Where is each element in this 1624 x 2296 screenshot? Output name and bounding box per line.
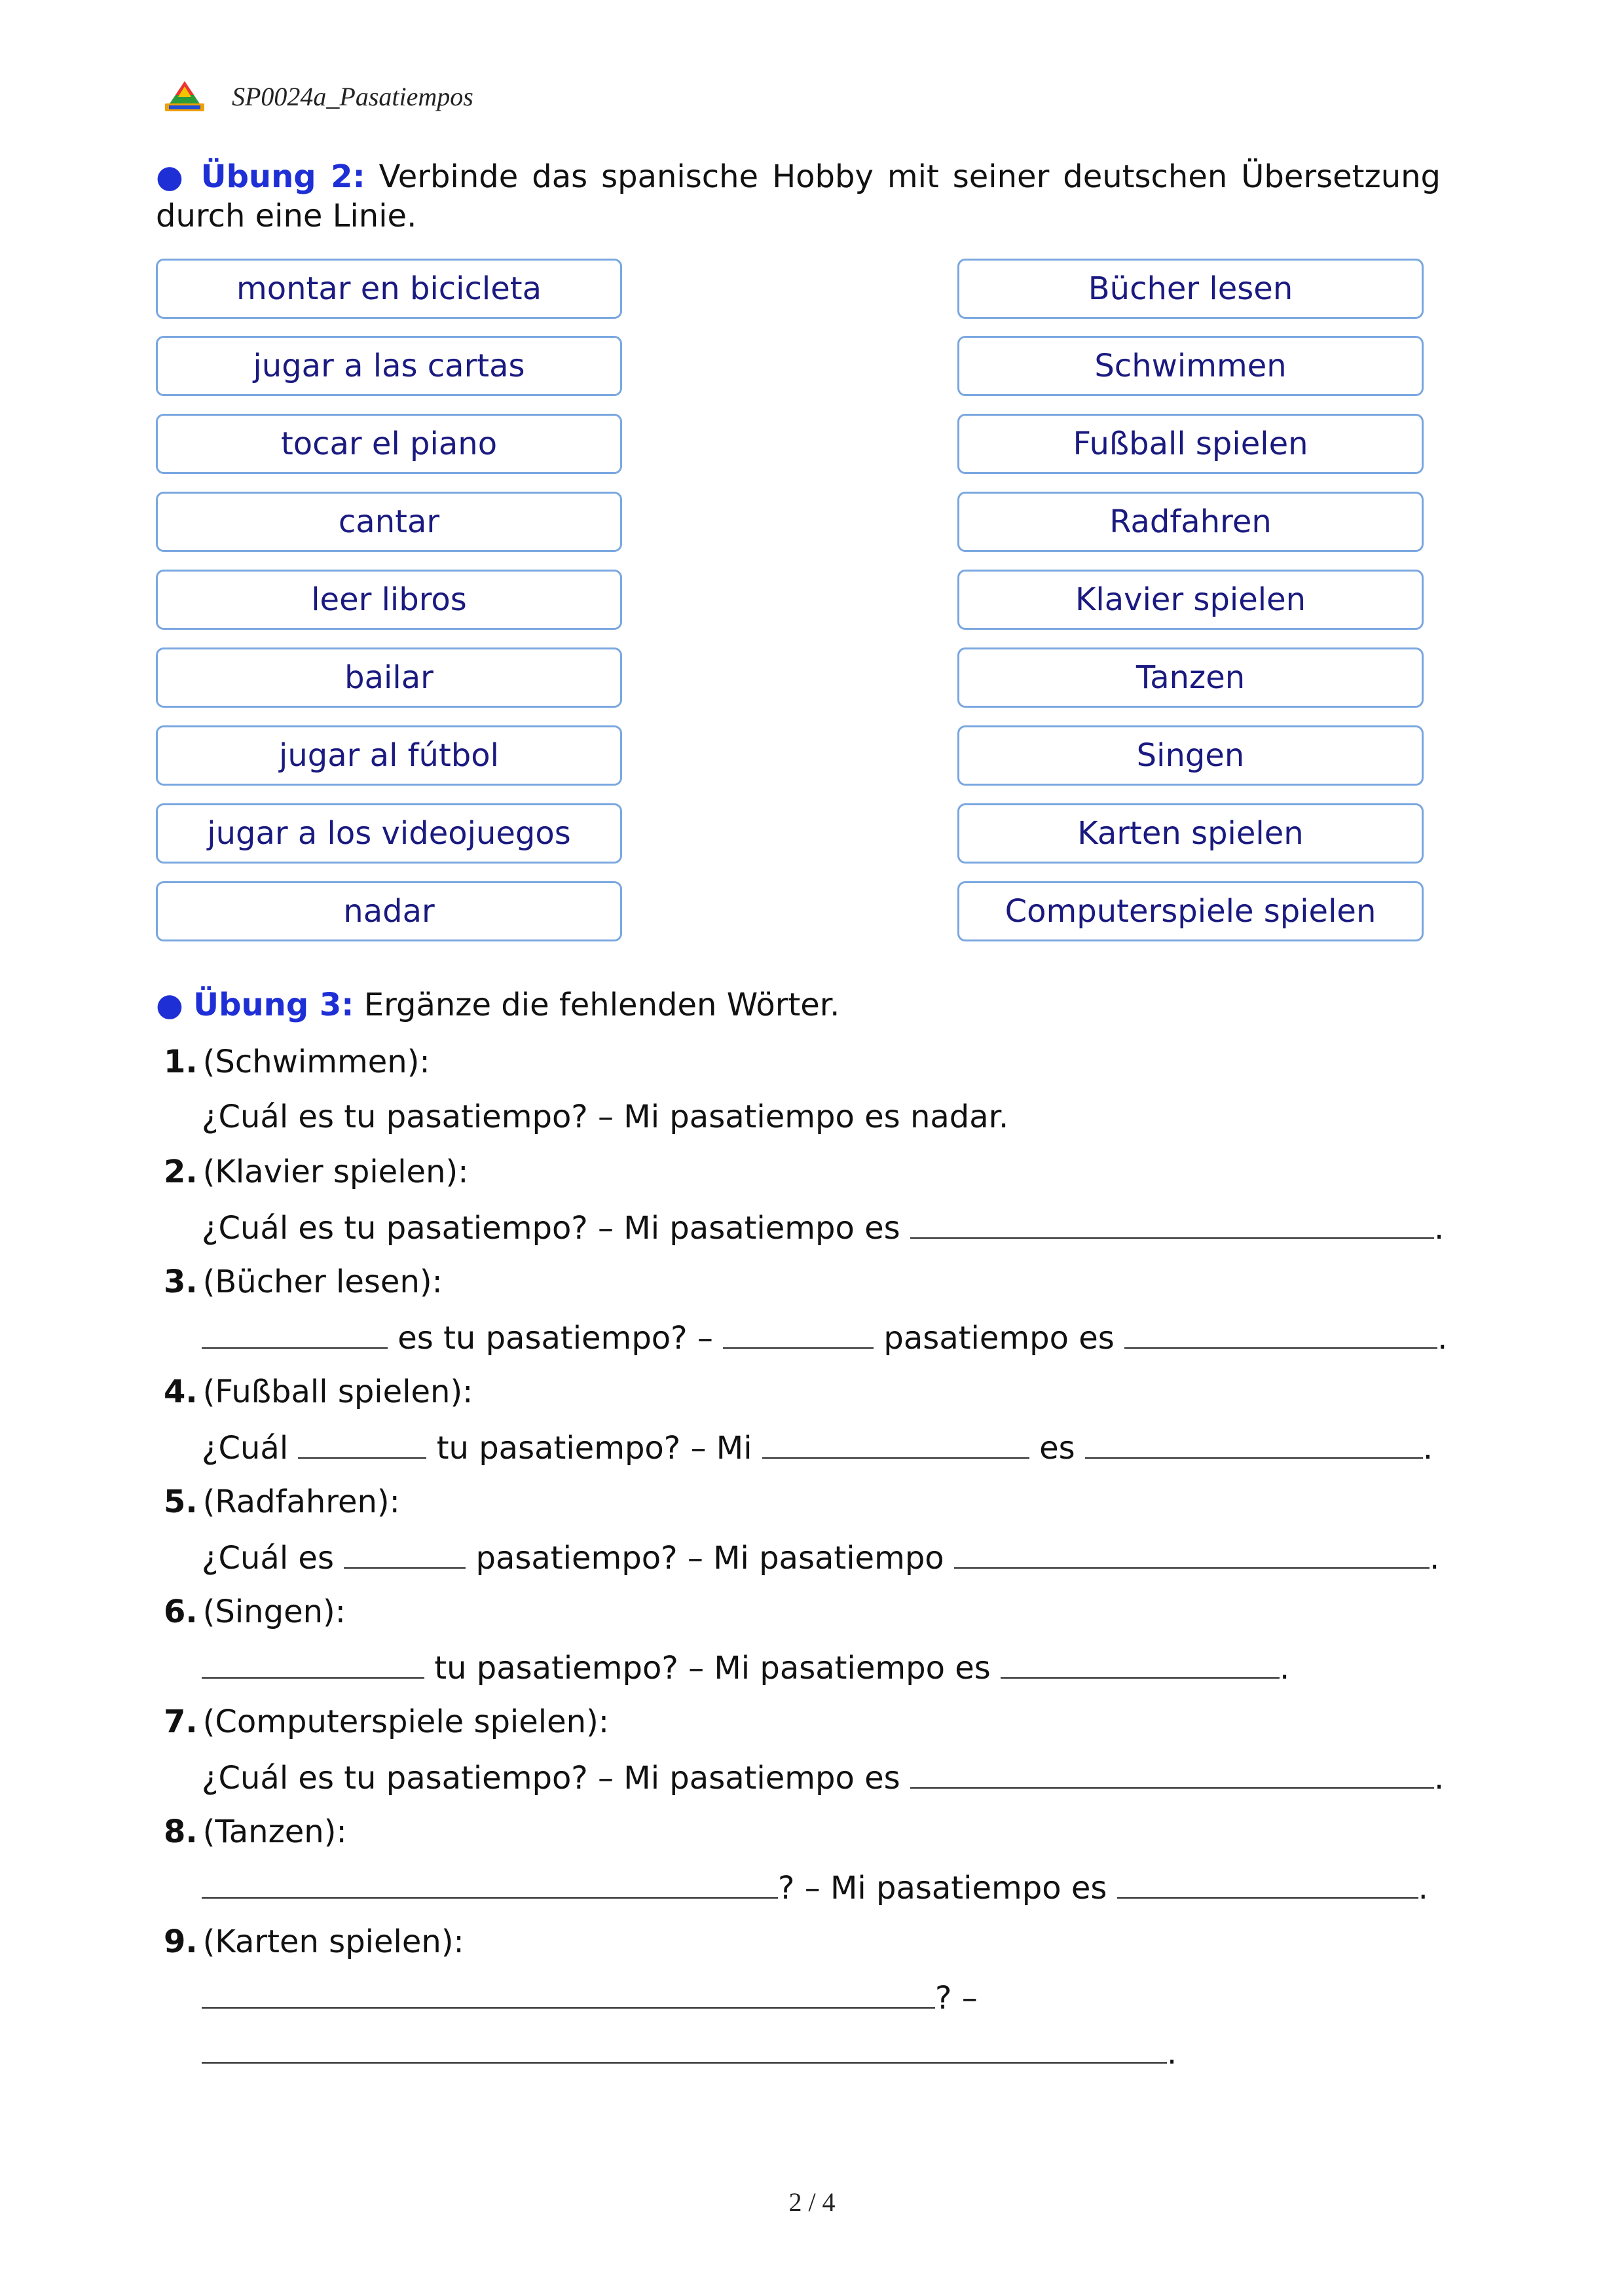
answer-blank[interactable] bbox=[298, 1419, 426, 1459]
answer-blank[interactable] bbox=[910, 1199, 1434, 1239]
answer-blank[interactable] bbox=[910, 1749, 1434, 1789]
item-sentence: ? – bbox=[164, 1969, 1421, 2024]
item-hint: 8. (Tanzen): bbox=[164, 1813, 347, 1850]
bullet-icon: ● bbox=[156, 987, 183, 1023]
german-hobby-box[interactable]: Tanzen bbox=[957, 647, 1424, 708]
answer-blank[interactable] bbox=[1124, 1309, 1437, 1349]
spanish-hobby-box[interactable]: jugar al fútbol bbox=[156, 725, 622, 786]
spanish-hobby-box[interactable]: montar en bicicleta bbox=[156, 259, 622, 319]
answer-blank[interactable] bbox=[344, 1529, 466, 1569]
answer-blank[interactable] bbox=[202, 1859, 778, 1899]
spanish-hobby-box[interactable]: leer libros bbox=[156, 570, 622, 630]
exercise-3-instruction: Ergänze die fehlenden Wörter. bbox=[363, 987, 840, 1023]
exercise-3-items bbox=[164, 1034, 1448, 2079]
exercise-2-label: Übung 2: bbox=[200, 158, 365, 195]
item-hint: 3. (Bücher lesen): bbox=[164, 1264, 443, 1300]
spanish-hobby-box[interactable]: cantar bbox=[156, 492, 622, 552]
answer-blank[interactable] bbox=[723, 1309, 874, 1349]
item-hint: 4. (Fußball spielen): bbox=[164, 1374, 473, 1410]
item-sentence: ¿Cuál es pasatiempo? – Mi pasatiempo . bbox=[164, 1529, 1421, 1584]
item-hint: 6. (Singen): bbox=[164, 1594, 346, 1630]
exercise-2-heading bbox=[156, 157, 1441, 236]
item-hint: 7. (Computerspiele spielen): bbox=[164, 1704, 609, 1740]
german-hobby-box[interactable]: Bücher lesen bbox=[957, 259, 1424, 319]
exercise-3-label: Übung 3: bbox=[193, 987, 354, 1023]
page-header bbox=[164, 73, 473, 119]
german-hobby-box[interactable]: Karten spielen bbox=[957, 803, 1424, 864]
item-hint: 5. (Radfahren): bbox=[164, 1484, 400, 1520]
item-sentence: ¿Cuál es tu pasatiempo? – Mi pasatiempo es nadar. bbox=[202, 1099, 1009, 1135]
page-number: 2 / 4 bbox=[788, 2187, 836, 2217]
exercise-2-instruction: Verbinde das spanische Hobby mit seiner deutschen Übersetzung durch eine Linie. bbox=[156, 158, 1441, 234]
exercise-3-heading bbox=[156, 985, 840, 1025]
item-hint: 2. (Klavier spielen): bbox=[164, 1154, 469, 1190]
item-sentence: ¿Cuál es tu pasatiempo? – Mi pasatiempo es . bbox=[164, 1199, 1421, 1254]
item-sentence: es tu pasatiempo? – pasatiempo es . bbox=[164, 1309, 1421, 1364]
spanish-hobby-box[interactable]: tocar el piano bbox=[156, 414, 622, 474]
german-hobby-box[interactable]: Singen bbox=[957, 725, 1424, 786]
answer-blank[interactable] bbox=[202, 1639, 424, 1679]
item-sentence: ¿Cuál tu pasatiempo? – Mi es . bbox=[164, 1419, 1421, 1474]
document-code: SP0024a_Pasatiempos bbox=[232, 81, 473, 111]
answer-blank[interactable] bbox=[762, 1419, 1029, 1459]
bullet-icon: ● bbox=[156, 158, 187, 195]
item-sentence: tu pasatiempo? – Mi pasatiempo es . bbox=[164, 1639, 1421, 1694]
spanish-hobby-box[interactable]: jugar a los videojuegos bbox=[156, 803, 622, 864]
german-hobby-box[interactable]: Fußball spielen bbox=[957, 414, 1424, 474]
spanish-hobby-box[interactable]: bailar bbox=[156, 647, 622, 708]
item-sentence: . bbox=[164, 2024, 1421, 2079]
logo-icon bbox=[164, 80, 206, 113]
german-hobby-box[interactable]: Radfahren bbox=[957, 492, 1424, 552]
german-hobby-box[interactable]: Klavier spielen bbox=[957, 570, 1424, 630]
german-hobby-box[interactable]: Schwimmen bbox=[957, 336, 1424, 396]
answer-blank[interactable] bbox=[202, 1309, 388, 1349]
item-hint: 1. (Schwimmen): bbox=[164, 1044, 430, 1080]
answer-blank[interactable] bbox=[202, 2024, 1167, 2064]
item-sentence: ¿Cuál es tu pasatiempo? – Mi pasatiempo es . bbox=[164, 1749, 1421, 1804]
answer-blank[interactable] bbox=[1001, 1639, 1280, 1679]
answer-blank[interactable] bbox=[1117, 1859, 1418, 1899]
spanish-hobby-box[interactable]: nadar bbox=[156, 881, 622, 941]
answer-blank[interactable] bbox=[202, 1969, 935, 2009]
item-hint: 9. (Karten spielen): bbox=[164, 1923, 464, 1960]
german-hobby-box[interactable]: Computerspiele spielen bbox=[957, 881, 1424, 941]
answer-blank[interactable] bbox=[954, 1529, 1430, 1569]
spanish-hobby-box[interactable]: jugar a las cartas bbox=[156, 336, 622, 396]
answer-blank[interactable] bbox=[1085, 1419, 1423, 1459]
item-sentence: ? – Mi pasatiempo es . bbox=[164, 1859, 1421, 1914]
